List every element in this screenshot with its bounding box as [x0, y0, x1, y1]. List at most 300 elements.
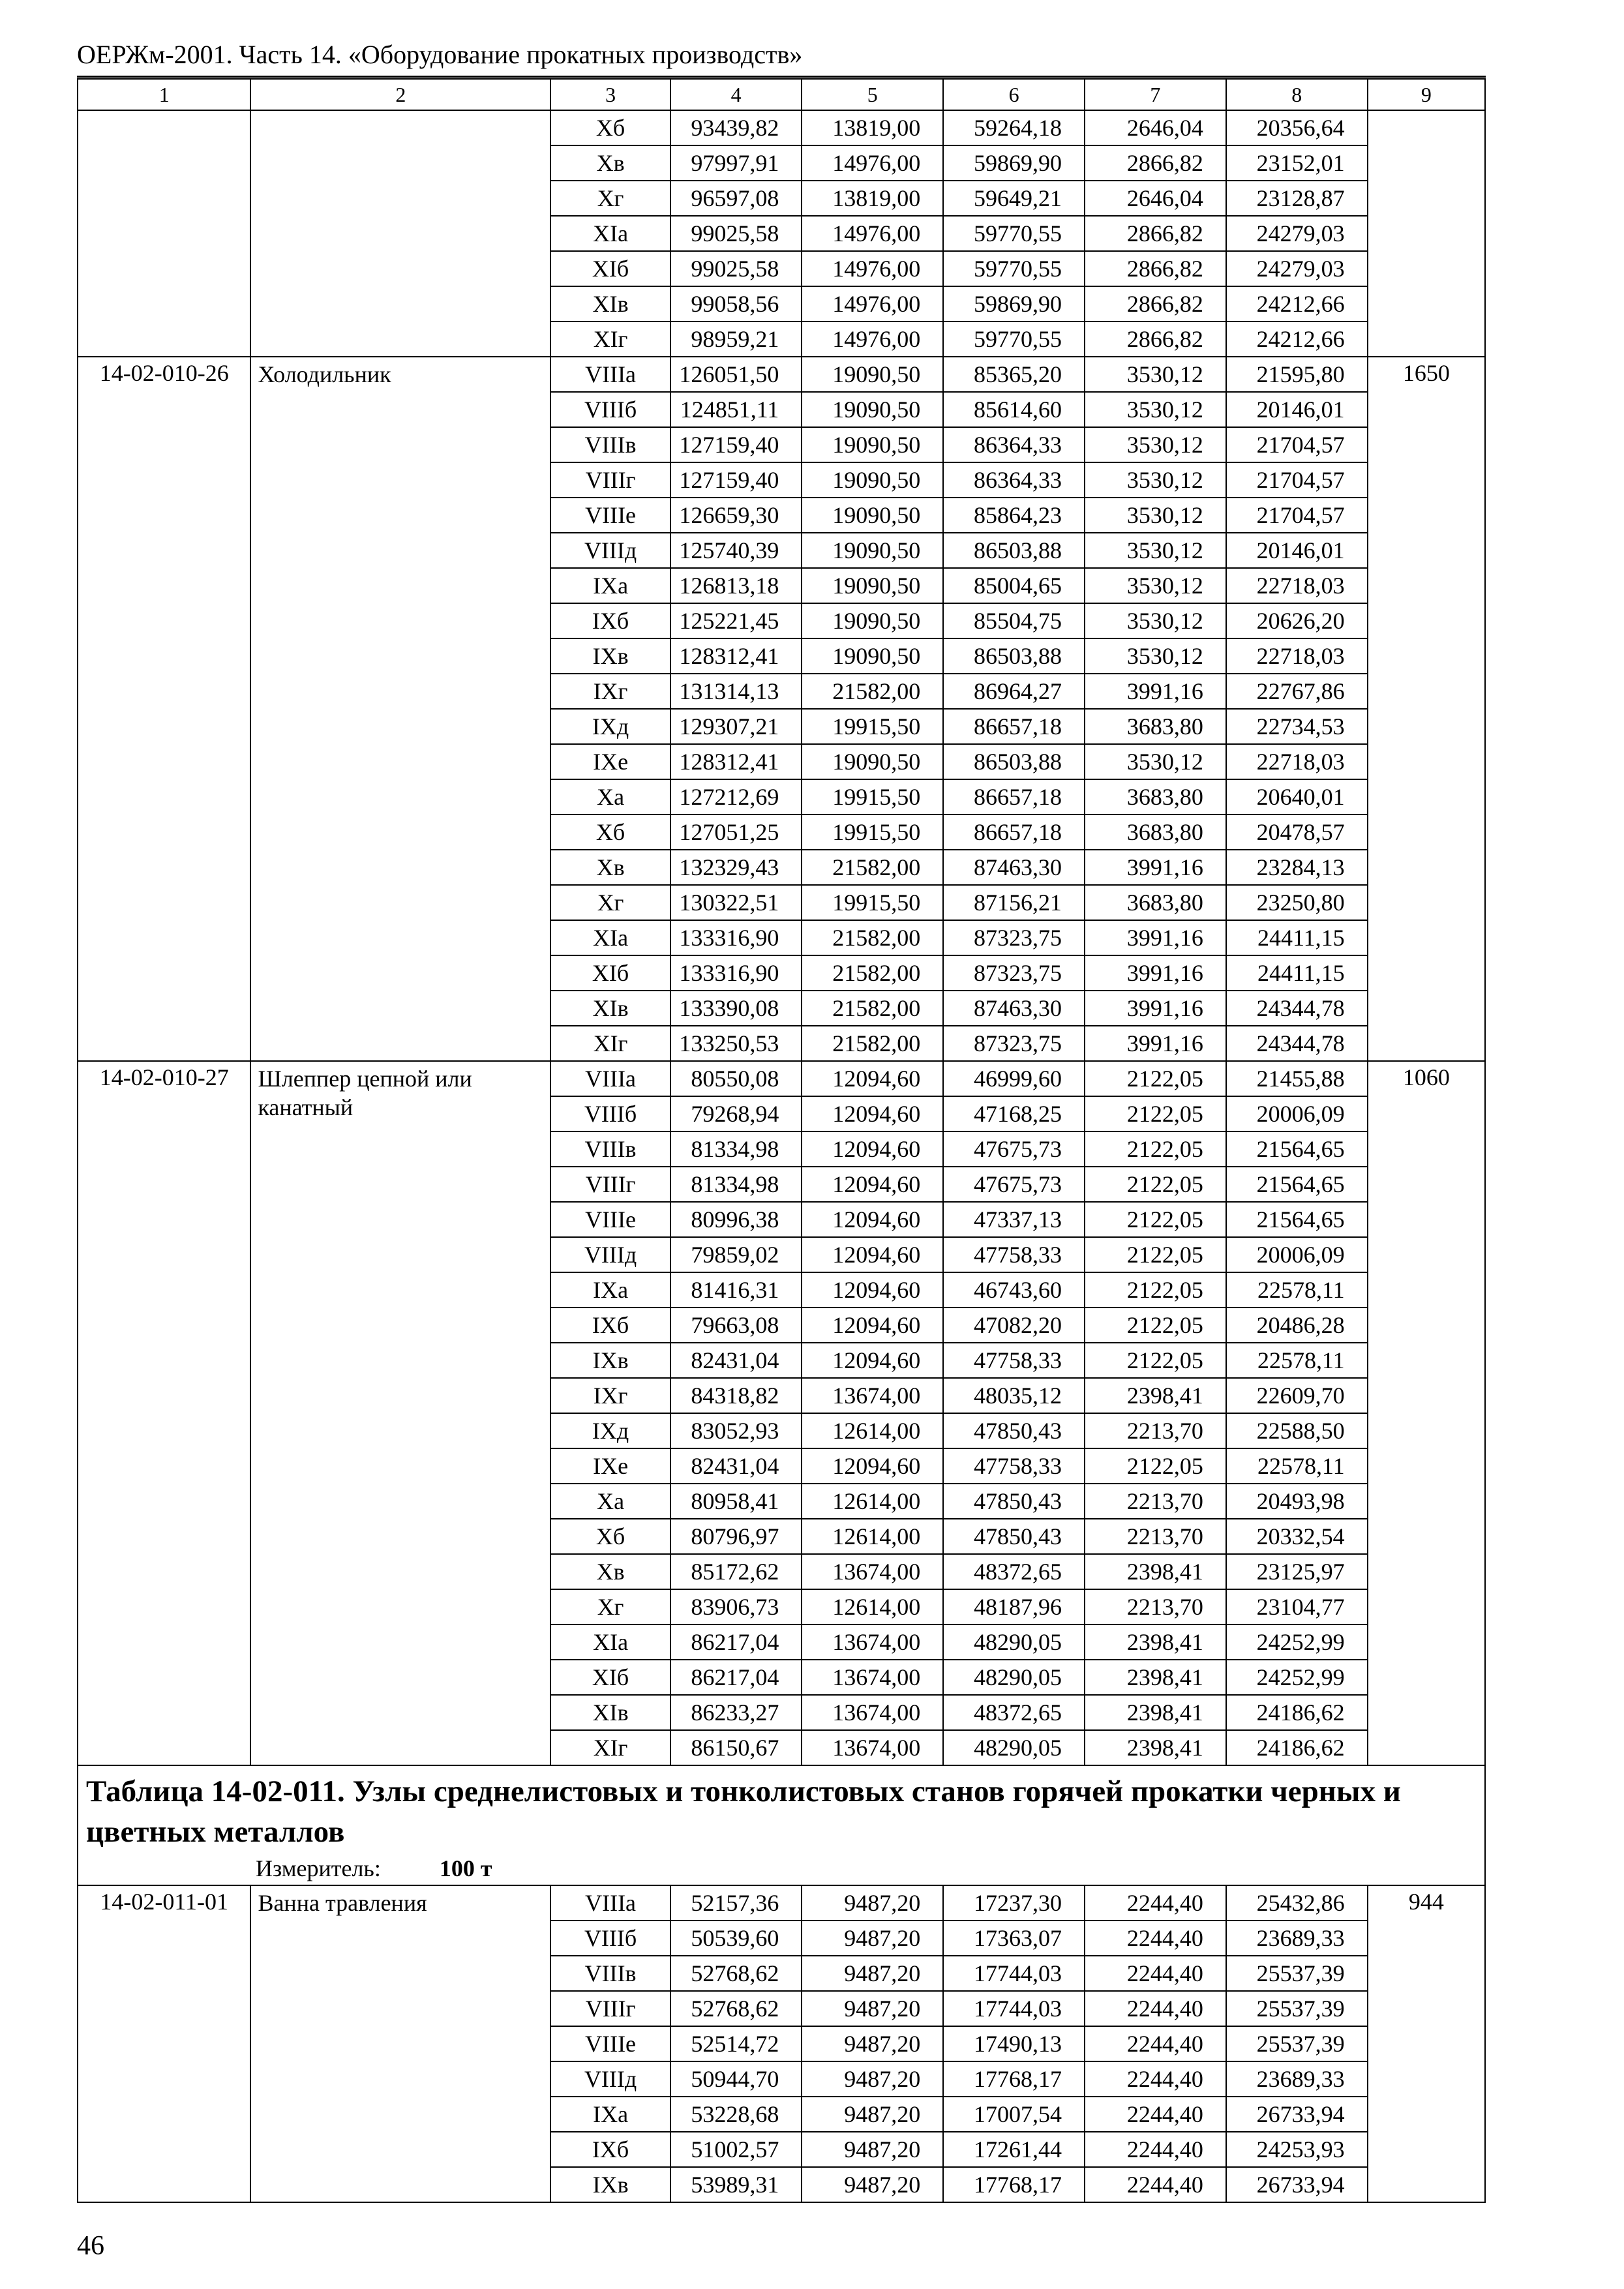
value-cell: 126051,50	[670, 357, 802, 392]
value-cell: 48290,05	[943, 1660, 1085, 1695]
value-cell: 25537,39	[1226, 2026, 1368, 2061]
value-cell: 86233,27	[670, 1695, 802, 1730]
value-cell: 20478,57	[1226, 815, 1368, 850]
column-number: 7	[1085, 79, 1226, 110]
value-cell: 87463,30	[943, 850, 1085, 885]
value-cell: 2122,05	[1085, 1131, 1226, 1167]
value-cell: 3991,16	[1085, 991, 1226, 1026]
value-cell: 2122,05	[1085, 1096, 1226, 1131]
value-cell: 80796,97	[670, 1519, 802, 1554]
value-cell: 17768,17	[943, 2061, 1085, 2097]
value-cell: 21595,80	[1226, 357, 1368, 392]
value-cell: 3530,12	[1085, 498, 1226, 533]
resource-code: 14-02-011-01	[78, 1885, 250, 2202]
value-cell: 12614,00	[802, 1519, 943, 1554]
value-cell: 19090,50	[802, 603, 943, 638]
zone-cell: VIIIд	[550, 533, 670, 568]
value-cell: 46743,60	[943, 1272, 1085, 1308]
value-cell: 19090,50	[802, 498, 943, 533]
value-cell: 81416,31	[670, 1272, 802, 1308]
value-cell: 85172,62	[670, 1554, 802, 1589]
column-number: 8	[1226, 79, 1368, 110]
value-cell: 131314,13	[670, 674, 802, 709]
zone-cell: VIIIе	[550, 498, 670, 533]
value-cell: 2213,70	[1085, 1589, 1226, 1624]
value-cell: 47850,43	[943, 1413, 1085, 1448]
value-cell: 9487,20	[802, 2167, 943, 2202]
zone-cell: XIг	[550, 1730, 670, 1765]
value-cell: 23689,33	[1226, 2061, 1368, 2097]
value-cell: 22734,53	[1226, 709, 1368, 744]
value-cell: 24252,99	[1226, 1660, 1368, 1695]
value-cell: 23125,97	[1226, 1554, 1368, 1589]
value-cell: 48187,96	[943, 1589, 1085, 1624]
value-cell: 20006,09	[1226, 1096, 1368, 1131]
value-cell: 133250,53	[670, 1026, 802, 1061]
value-cell: 52768,62	[670, 1956, 802, 1991]
zone-cell: VIIIг	[550, 462, 670, 498]
value-cell: 2122,05	[1085, 1448, 1226, 1484]
value-cell: 21582,00	[802, 674, 943, 709]
value-cell: 12094,60	[802, 1061, 943, 1096]
value-cell: 86503,88	[943, 744, 1085, 779]
value-cell: 79268,94	[670, 1096, 802, 1131]
value-cell: 47758,33	[943, 1448, 1085, 1484]
value-cell: 2244,40	[1085, 2097, 1226, 2132]
value-cell: 13819,00	[802, 110, 943, 145]
zone-cell: IXа	[550, 568, 670, 603]
value-cell: 12094,60	[802, 1308, 943, 1343]
value-cell: 86503,88	[943, 638, 1085, 674]
value-cell: 133316,90	[670, 955, 802, 991]
value-cell: 3683,80	[1085, 885, 1226, 920]
value-cell: 2398,41	[1085, 1624, 1226, 1660]
value-cell: 3530,12	[1085, 568, 1226, 603]
value-cell: 19915,50	[802, 779, 943, 815]
price-table	[77, 78, 1486, 2203]
value-cell: 128312,41	[670, 744, 802, 779]
value-cell: 83052,93	[670, 1413, 802, 1448]
zone-cell: Xв	[550, 850, 670, 885]
value-cell: 87323,75	[943, 920, 1085, 955]
meter-line	[86, 1855, 1477, 1882]
value-cell: 12094,60	[802, 1167, 943, 1202]
value-cell: 23250,80	[1226, 885, 1368, 920]
value-cell: 3530,12	[1085, 603, 1226, 638]
value-cell: 2122,05	[1085, 1061, 1226, 1096]
zone-cell: IXб	[550, 603, 670, 638]
value-cell: 86964,27	[943, 674, 1085, 709]
zone-cell: VIIIб	[550, 1921, 670, 1956]
value-cell: 22578,11	[1226, 1272, 1368, 1308]
value-cell: 85504,75	[943, 603, 1085, 638]
value-cell: 59869,90	[943, 286, 1085, 322]
value-cell: 3530,12	[1085, 357, 1226, 392]
resource-name: Ванна травления	[250, 1885, 550, 2202]
table-row	[78, 357, 1485, 392]
value-cell: 20356,64	[1226, 110, 1368, 145]
value-cell: 3530,12	[1085, 462, 1226, 498]
value-cell: 86217,04	[670, 1660, 802, 1695]
value-cell: 13819,00	[802, 181, 943, 216]
value-cell: 22588,50	[1226, 1413, 1368, 1448]
value-cell: 19090,50	[802, 638, 943, 674]
zone-cell: XIв	[550, 1695, 670, 1730]
value-cell: 2866,82	[1085, 322, 1226, 357]
value-cell: 3991,16	[1085, 1026, 1226, 1061]
value-cell: 86364,33	[943, 462, 1085, 498]
zone-cell: IXв	[550, 638, 670, 674]
zone-cell: XIг	[550, 1026, 670, 1061]
zone-cell: IXд	[550, 1413, 670, 1448]
value-cell: 80958,41	[670, 1484, 802, 1519]
value-cell: 22718,03	[1226, 638, 1368, 674]
value-cell: 20006,09	[1226, 1237, 1368, 1272]
value-cell: 2866,82	[1085, 145, 1226, 181]
resource-code: 14-02-010-26	[78, 357, 250, 1061]
value-cell: 19090,50	[802, 568, 943, 603]
value-cell: 2244,40	[1085, 2026, 1226, 2061]
value-cell: 20640,01	[1226, 779, 1368, 815]
value-cell: 2398,41	[1085, 1554, 1226, 1589]
resource-name	[250, 110, 550, 357]
value-cell: 22578,11	[1226, 1448, 1368, 1484]
value-cell: 24212,66	[1226, 322, 1368, 357]
value-cell: 128312,41	[670, 638, 802, 674]
value-cell: 24344,78	[1226, 991, 1368, 1026]
value-cell: 126659,30	[670, 498, 802, 533]
table-title: Таблица 14-02-011. Узлы среднелистовых и тонколистовых станов горячей прокатки черных и цветных металлов	[86, 1774, 1401, 1849]
resource-value: 944	[1368, 1885, 1485, 2202]
value-cell: 3683,80	[1085, 779, 1226, 815]
resource-code	[78, 110, 250, 357]
meter-value: 100 т	[439, 1855, 492, 1881]
value-cell: 23152,01	[1226, 145, 1368, 181]
section-heading-row	[78, 1765, 1485, 1885]
value-cell: 24186,62	[1226, 1695, 1368, 1730]
value-cell: 2244,40	[1085, 1956, 1226, 1991]
zone-cell: Xа	[550, 779, 670, 815]
zone-cell: IXв	[550, 2167, 670, 2202]
zone-cell: Xг	[550, 181, 670, 216]
zone-cell: XIб	[550, 251, 670, 286]
value-cell: 21704,57	[1226, 427, 1368, 462]
value-cell: 22767,86	[1226, 674, 1368, 709]
value-cell: 3991,16	[1085, 850, 1226, 885]
value-cell: 47758,33	[943, 1343, 1085, 1378]
value-cell: 48290,05	[943, 1624, 1085, 1660]
table-row	[78, 1061, 1485, 1096]
value-cell: 25537,39	[1226, 1956, 1368, 1991]
zone-cell: IXб	[550, 2132, 670, 2167]
value-cell: 124851,11	[670, 392, 802, 427]
zone-cell: VIIIв	[550, 427, 670, 462]
value-cell: 86503,88	[943, 533, 1085, 568]
value-cell: 85004,65	[943, 568, 1085, 603]
value-cell: 9487,20	[802, 2132, 943, 2167]
value-cell: 2398,41	[1085, 1378, 1226, 1413]
value-cell: 86657,18	[943, 815, 1085, 850]
value-cell: 17744,03	[943, 1956, 1085, 1991]
zone-cell: VIIIб	[550, 1096, 670, 1131]
value-cell: 12094,60	[802, 1343, 943, 1378]
zone-cell: IXб	[550, 1308, 670, 1343]
value-cell: 14976,00	[802, 286, 943, 322]
value-cell: 24411,15	[1226, 920, 1368, 955]
value-cell: 3991,16	[1085, 674, 1226, 709]
value-cell: 13674,00	[802, 1378, 943, 1413]
value-cell: 3530,12	[1085, 638, 1226, 674]
value-cell: 23284,13	[1226, 850, 1368, 885]
value-cell: 79859,02	[670, 1237, 802, 1272]
value-cell: 2213,70	[1085, 1484, 1226, 1519]
value-cell: 2398,41	[1085, 1730, 1226, 1765]
value-cell: 2244,40	[1085, 2167, 1226, 2202]
value-cell: 17744,03	[943, 1991, 1085, 2026]
value-cell: 26733,94	[1226, 2167, 1368, 2202]
zone-cell: VIIIв	[550, 1956, 670, 1991]
value-cell: 85614,60	[943, 392, 1085, 427]
value-cell: 13674,00	[802, 1554, 943, 1589]
zone-cell: IXг	[550, 1378, 670, 1413]
value-cell: 2866,82	[1085, 216, 1226, 251]
value-cell: 17261,44	[943, 2132, 1085, 2167]
value-cell: 81334,98	[670, 1167, 802, 1202]
value-cell: 87323,75	[943, 1026, 1085, 1061]
value-cell: 47337,13	[943, 1202, 1085, 1237]
column-number-row	[78, 79, 1485, 110]
value-cell: 3991,16	[1085, 955, 1226, 991]
value-cell: 127212,69	[670, 779, 802, 815]
value-cell: 59770,55	[943, 322, 1085, 357]
value-cell: 85864,23	[943, 498, 1085, 533]
value-cell: 47675,73	[943, 1167, 1085, 1202]
header-rule	[77, 76, 1486, 78]
value-cell: 12094,60	[802, 1237, 943, 1272]
value-cell: 21582,00	[802, 1026, 943, 1061]
zone-cell: Xб	[550, 110, 670, 145]
value-cell: 13674,00	[802, 1695, 943, 1730]
value-cell: 130322,51	[670, 885, 802, 920]
value-cell: 2398,41	[1085, 1695, 1226, 1730]
value-cell: 24411,15	[1226, 955, 1368, 991]
value-cell: 127159,40	[670, 427, 802, 462]
resource-value: 1060	[1368, 1061, 1485, 1765]
value-cell: 2122,05	[1085, 1308, 1226, 1343]
value-cell: 3683,80	[1085, 709, 1226, 744]
value-cell: 21582,00	[802, 920, 943, 955]
value-cell: 81334,98	[670, 1131, 802, 1167]
zone-cell: Xв	[550, 1554, 670, 1589]
value-cell: 12614,00	[802, 1589, 943, 1624]
value-cell: 13674,00	[802, 1660, 943, 1695]
value-cell: 99025,58	[670, 251, 802, 286]
table-body	[78, 79, 1485, 2202]
column-number: 5	[802, 79, 943, 110]
zone-cell: IXе	[550, 1448, 670, 1484]
value-cell: 14976,00	[802, 216, 943, 251]
value-cell: 24253,93	[1226, 2132, 1368, 2167]
zone-cell: Xа	[550, 1484, 670, 1519]
zone-cell: XIв	[550, 286, 670, 322]
value-cell: 3530,12	[1085, 392, 1226, 427]
value-cell: 21704,57	[1226, 498, 1368, 533]
value-cell: 19090,50	[802, 357, 943, 392]
value-cell: 52768,62	[670, 1991, 802, 2026]
zone-cell: VIIIг	[550, 1991, 670, 2026]
value-cell: 79663,08	[670, 1308, 802, 1343]
value-cell: 3530,12	[1085, 533, 1226, 568]
value-cell: 22609,70	[1226, 1378, 1368, 1413]
value-cell: 23128,87	[1226, 181, 1368, 216]
value-cell: 19090,50	[802, 427, 943, 462]
value-cell: 24186,62	[1226, 1730, 1368, 1765]
value-cell: 19090,50	[802, 744, 943, 779]
meter-label: Измеритель:	[256, 1855, 381, 1881]
running-title: ОЕРЖм-2001. Часть 14. «Оборудование прокатных производств»	[77, 40, 803, 69]
value-cell: 21704,57	[1226, 462, 1368, 498]
value-cell: 17237,30	[943, 1885, 1085, 1921]
value-cell: 47168,25	[943, 1096, 1085, 1131]
value-cell: 52514,72	[670, 2026, 802, 2061]
table-row	[78, 1885, 1485, 1921]
column-number: 6	[943, 79, 1085, 110]
value-cell: 9487,20	[802, 1885, 943, 1921]
value-cell: 50539,60	[670, 1921, 802, 1956]
table-row	[78, 110, 1485, 145]
value-cell: 25537,39	[1226, 1991, 1368, 2026]
value-cell: 9487,20	[802, 1921, 943, 1956]
zone-cell: XIг	[550, 322, 670, 357]
page-number: 46	[77, 2231, 104, 2261]
value-cell: 20332,54	[1226, 1519, 1368, 1554]
value-cell: 19090,50	[802, 533, 943, 568]
value-cell: 85365,20	[943, 357, 1085, 392]
value-cell: 19915,50	[802, 709, 943, 744]
value-cell: 19090,50	[802, 462, 943, 498]
value-cell: 12614,00	[802, 1484, 943, 1519]
value-cell: 133316,90	[670, 920, 802, 955]
value-cell: 93439,82	[670, 110, 802, 145]
section-heading	[78, 1765, 1485, 1885]
value-cell: 9487,20	[802, 2026, 943, 2061]
column-number: 1	[78, 79, 250, 110]
value-cell: 3991,16	[1085, 920, 1226, 955]
zone-cell: Xб	[550, 1519, 670, 1554]
zone-cell: IXв	[550, 1343, 670, 1378]
value-cell: 47675,73	[943, 1131, 1085, 1167]
zone-cell: VIIIе	[550, 2026, 670, 2061]
value-cell: 19090,50	[802, 392, 943, 427]
zone-cell: VIIIв	[550, 1131, 670, 1167]
value-cell: 125221,45	[670, 603, 802, 638]
value-cell: 9487,20	[802, 1956, 943, 1991]
value-cell: 87323,75	[943, 955, 1085, 991]
value-cell: 48035,12	[943, 1378, 1085, 1413]
value-cell: 52157,36	[670, 1885, 802, 1921]
zone-cell: VIIIа	[550, 357, 670, 392]
zone-cell: VIIIе	[550, 1202, 670, 1237]
value-cell: 127051,25	[670, 815, 802, 850]
value-cell: 23689,33	[1226, 1921, 1368, 1956]
value-cell: 2122,05	[1085, 1237, 1226, 1272]
value-cell: 21455,88	[1226, 1061, 1368, 1096]
value-cell: 23104,77	[1226, 1589, 1368, 1624]
value-cell: 12614,00	[802, 1413, 943, 1448]
value-cell: 21564,65	[1226, 1131, 1368, 1167]
value-cell: 2646,04	[1085, 110, 1226, 145]
value-cell: 3530,12	[1085, 427, 1226, 462]
zone-cell: Xв	[550, 145, 670, 181]
value-cell: 84318,82	[670, 1378, 802, 1413]
zone-cell: IXг	[550, 674, 670, 709]
value-cell: 2122,05	[1085, 1272, 1226, 1308]
value-cell: 83906,73	[670, 1589, 802, 1624]
value-cell: 12094,60	[802, 1448, 943, 1484]
value-cell: 98959,21	[670, 322, 802, 357]
value-cell: 48290,05	[943, 1730, 1085, 1765]
value-cell: 20626,20	[1226, 603, 1368, 638]
resource-name: Холодильник	[250, 357, 550, 1061]
value-cell: 2213,70	[1085, 1519, 1226, 1554]
zone-cell: IXе	[550, 744, 670, 779]
value-cell: 2244,40	[1085, 1885, 1226, 1921]
value-cell: 13674,00	[802, 1624, 943, 1660]
value-cell: 17007,54	[943, 2097, 1085, 2132]
value-cell: 2646,04	[1085, 181, 1226, 216]
value-cell: 47082,20	[943, 1308, 1085, 1343]
value-cell: 22718,03	[1226, 568, 1368, 603]
value-cell: 2122,05	[1085, 1202, 1226, 1237]
zone-cell: VIIIа	[550, 1061, 670, 1096]
value-cell: 2213,70	[1085, 1413, 1226, 1448]
value-cell: 53989,31	[670, 2167, 802, 2202]
value-cell: 80996,38	[670, 1202, 802, 1237]
value-cell: 129307,21	[670, 709, 802, 744]
zone-cell: VIIIд	[550, 1237, 670, 1272]
zone-cell: XIа	[550, 1624, 670, 1660]
value-cell: 24279,03	[1226, 216, 1368, 251]
zone-cell: Xг	[550, 885, 670, 920]
value-cell: 20486,28	[1226, 1308, 1368, 1343]
zone-cell: VIIIд	[550, 2061, 670, 2097]
value-cell: 21582,00	[802, 850, 943, 885]
value-cell: 50944,70	[670, 2061, 802, 2097]
value-cell: 12094,60	[802, 1096, 943, 1131]
value-cell: 47850,43	[943, 1484, 1085, 1519]
value-cell: 25432,86	[1226, 1885, 1368, 1921]
value-cell: 9487,20	[802, 1991, 943, 2026]
value-cell: 21564,65	[1226, 1167, 1368, 1202]
value-cell: 48372,65	[943, 1554, 1085, 1589]
value-cell: 86657,18	[943, 709, 1085, 744]
value-cell: 22718,03	[1226, 744, 1368, 779]
value-cell: 21582,00	[802, 955, 943, 991]
zone-cell: VIIIб	[550, 392, 670, 427]
zone-cell: XIа	[550, 920, 670, 955]
value-cell: 9487,20	[802, 2061, 943, 2097]
value-cell: 2244,40	[1085, 2061, 1226, 2097]
zone-cell: XIв	[550, 991, 670, 1026]
value-cell: 51002,57	[670, 2132, 802, 2167]
zone-cell: IXа	[550, 1272, 670, 1308]
value-cell: 133390,08	[670, 991, 802, 1026]
value-cell: 2398,41	[1085, 1660, 1226, 1695]
value-cell: 14976,00	[802, 322, 943, 357]
value-cell: 59770,55	[943, 216, 1085, 251]
value-cell: 2122,05	[1085, 1167, 1226, 1202]
value-cell: 59264,18	[943, 110, 1085, 145]
